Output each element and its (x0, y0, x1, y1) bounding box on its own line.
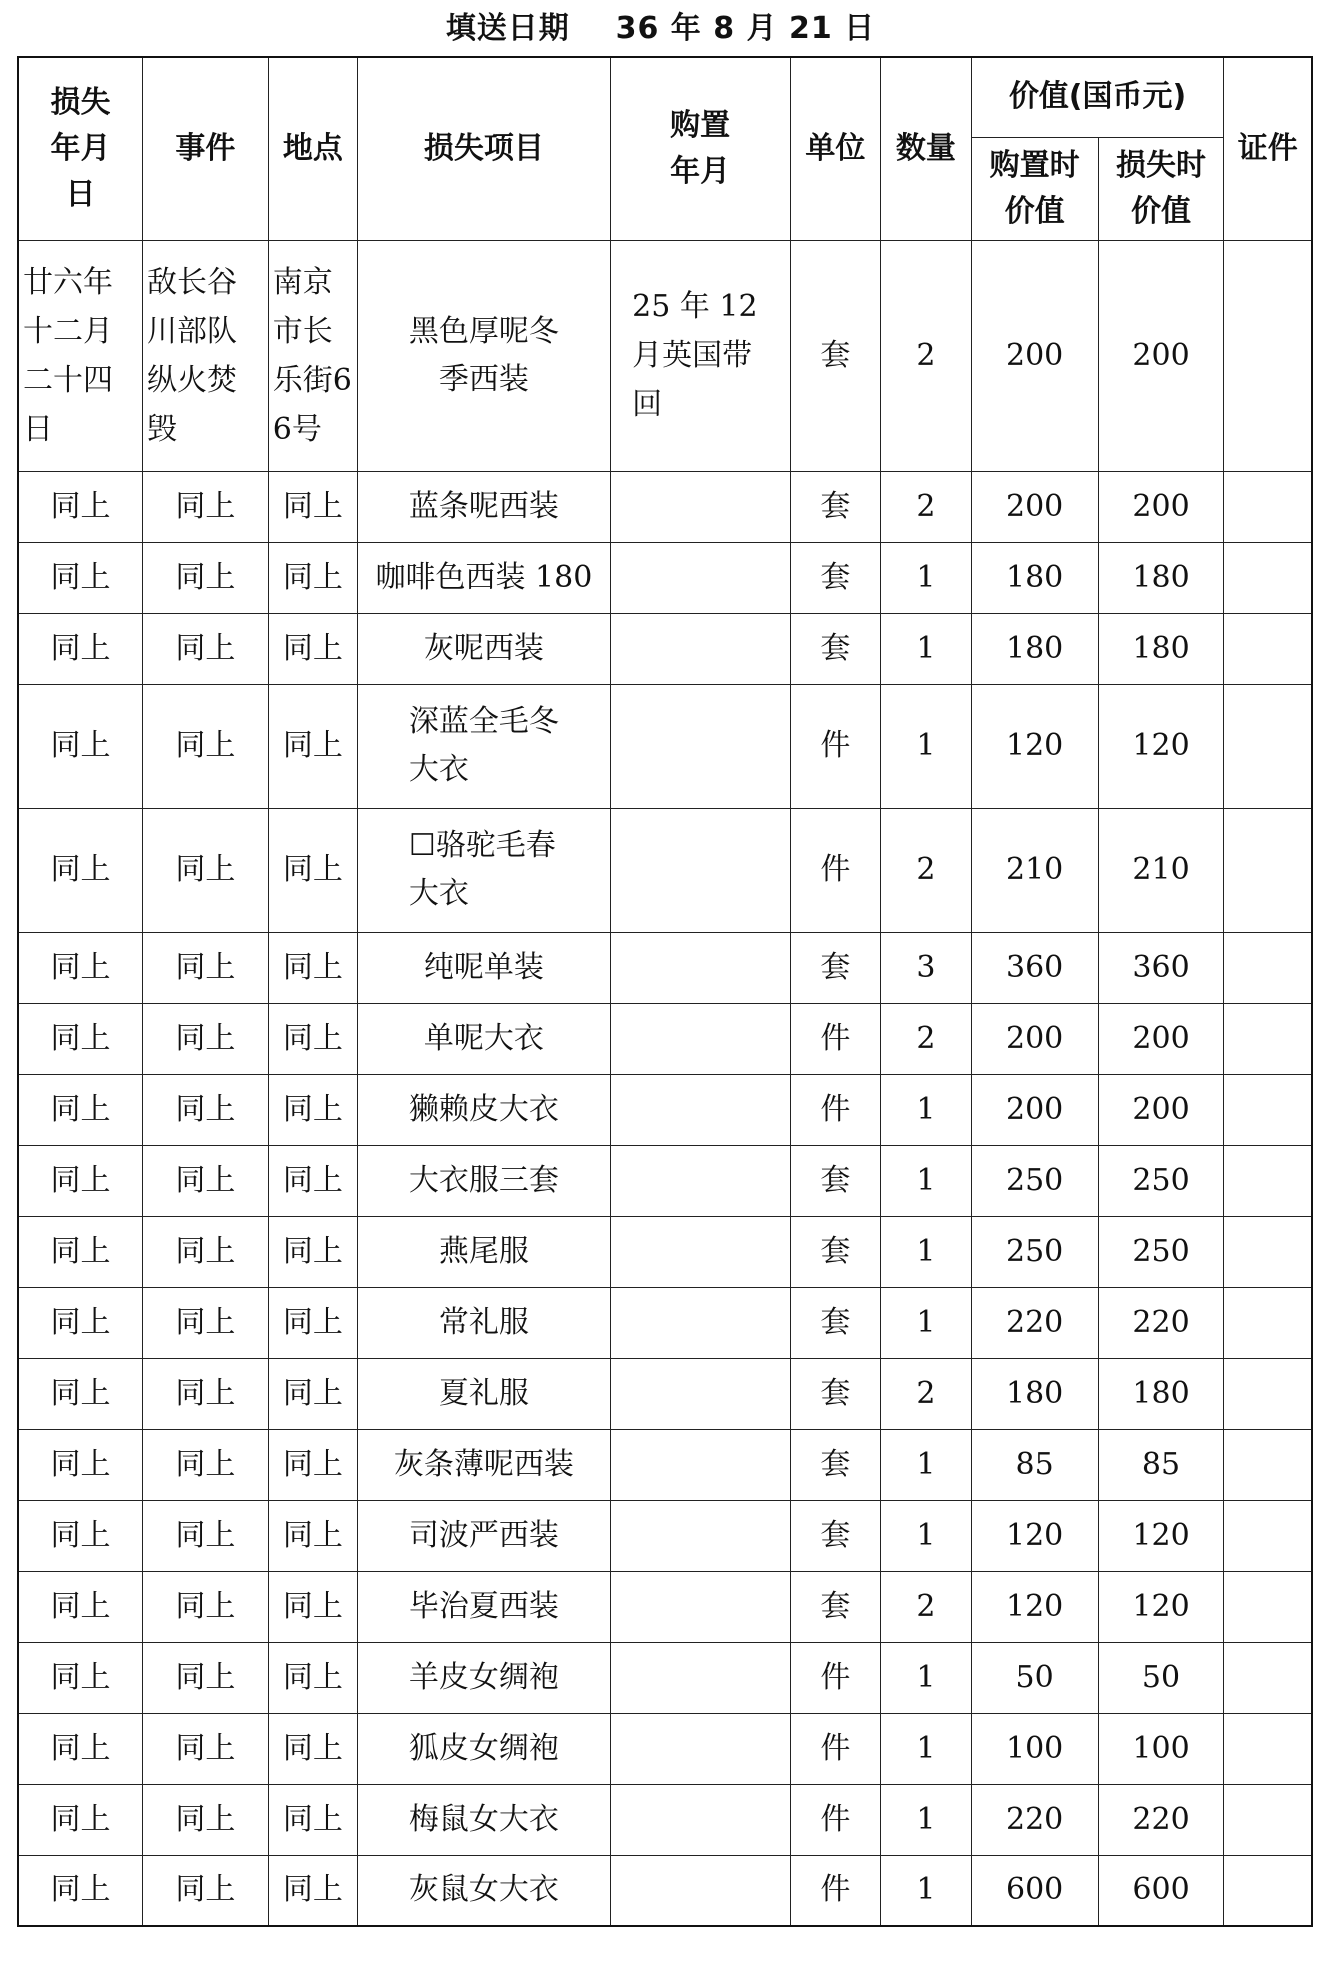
cell-place: 同上 (268, 932, 357, 1003)
table-row (18, 471, 1312, 542)
header-value-group: 价值(国币元) (971, 57, 1224, 137)
cell-value-purchase: 180 (971, 613, 1098, 684)
cell-event: 同上 (142, 808, 268, 932)
cell-item: 纯呢单装 (358, 932, 611, 1003)
cell-proof (1224, 1216, 1312, 1287)
cell-qty: 1 (881, 542, 972, 613)
cell-unit: 套 (790, 932, 881, 1003)
cell-value-loss: 120 (1098, 1500, 1224, 1571)
loss-table (17, 56, 1313, 1927)
cell-unit: 件 (790, 1713, 881, 1784)
cell-event: 同上 (142, 932, 268, 1003)
cell-loss-date: 同上 (18, 613, 142, 684)
header-proof: 证件 (1224, 57, 1312, 240)
cell-value-loss: 120 (1098, 1571, 1224, 1642)
cell-item: 黑色厚呢冬季西装 (358, 240, 611, 471)
cell-value-loss: 600 (1098, 1855, 1224, 1926)
cell-value-purchase: 220 (971, 1784, 1098, 1855)
cell-event: 同上 (142, 1145, 268, 1216)
cell-qty: 1 (881, 1074, 972, 1145)
cell-place: 同上 (268, 1358, 357, 1429)
cell-proof (1224, 1003, 1312, 1074)
cell-value-loss: 200 (1098, 471, 1224, 542)
cell-item: 狐皮女绸袍 (358, 1713, 611, 1784)
cell-qty: 2 (881, 471, 972, 542)
cell-value-loss: 360 (1098, 932, 1224, 1003)
cell-item: 大衣服三套 (358, 1145, 611, 1216)
cell-loss-date: 同上 (18, 1571, 142, 1642)
table-row (18, 1784, 1312, 1855)
cell-unit: 件 (790, 684, 881, 808)
cell-value-purchase: 220 (971, 1287, 1098, 1358)
cell-place: 同上 (268, 1216, 357, 1287)
cell-loss-date: 同上 (18, 1003, 142, 1074)
cell-place: 南京市长乐街66号 (268, 240, 357, 471)
cell-value-purchase: 100 (971, 1713, 1098, 1784)
cell-value-purchase: 200 (971, 471, 1098, 542)
cell-place: 同上 (268, 1145, 357, 1216)
cell-item: 夏礼服 (358, 1358, 611, 1429)
cell-value-loss: 180 (1098, 542, 1224, 613)
cell-loss-date: 同上 (18, 1216, 142, 1287)
cell-value-loss: 200 (1098, 1003, 1224, 1074)
cell-purchase-date (610, 1216, 790, 1287)
table-row (18, 1145, 1312, 1216)
cell-event: 同上 (142, 1571, 268, 1642)
cell-loss-date: 同上 (18, 1500, 142, 1571)
table-row (18, 1500, 1312, 1571)
cell-event: 同上 (142, 1287, 268, 1358)
cell-purchase-date (610, 932, 790, 1003)
cell-unit: 套 (790, 1358, 881, 1429)
cell-item: 常礼服 (358, 1287, 611, 1358)
cell-unit: 套 (790, 613, 881, 684)
cell-proof (1224, 1713, 1312, 1784)
cell-proof (1224, 808, 1312, 932)
cell-item: 灰鼠女大衣 (358, 1855, 611, 1926)
cell-qty: 3 (881, 932, 972, 1003)
cell-place: 同上 (268, 1713, 357, 1784)
table-row (18, 1287, 1312, 1358)
table-row (18, 1003, 1312, 1074)
cell-unit: 套 (790, 1216, 881, 1287)
cell-qty: 2 (881, 1003, 972, 1074)
cell-value-loss: 50 (1098, 1642, 1224, 1713)
cell-place: 同上 (268, 1642, 357, 1713)
header-place: 地点 (268, 57, 357, 240)
cell-value-loss: 200 (1098, 240, 1224, 471)
table-row (18, 1571, 1312, 1642)
cell-unit: 件 (790, 1784, 881, 1855)
cell-qty: 1 (881, 613, 972, 684)
cell-qty: 1 (881, 1713, 972, 1784)
cell-purchase-date (610, 684, 790, 808)
cell-value-purchase: 120 (971, 1500, 1098, 1571)
cell-purchase-date (610, 471, 790, 542)
cell-proof (1224, 1855, 1312, 1926)
table-row (18, 1358, 1312, 1429)
cell-proof (1224, 1287, 1312, 1358)
cell-purchase-date: 25 年 12 月英国带回 (610, 240, 790, 471)
cell-purchase-date (610, 1855, 790, 1926)
cell-qty: 1 (881, 1642, 972, 1713)
cell-item: 灰呢西装 (358, 613, 611, 684)
cell-item: 咖啡色西装 180 (358, 542, 611, 613)
cell-unit: 套 (790, 1571, 881, 1642)
cell-loss-date: 同上 (18, 1784, 142, 1855)
cell-proof (1224, 240, 1312, 471)
table-row (18, 1855, 1312, 1926)
fill-date-label: 填送日期 (445, 11, 570, 46)
cell-proof (1224, 684, 1312, 808)
cell-unit: 套 (790, 542, 881, 613)
cell-qty: 1 (881, 1216, 972, 1287)
cell-loss-date: 同上 (18, 542, 142, 613)
cell-place: 同上 (268, 1429, 357, 1500)
cell-value-loss: 250 (1098, 1216, 1224, 1287)
cell-purchase-date (610, 1713, 790, 1784)
cell-place: 同上 (268, 542, 357, 613)
cell-unit: 件 (790, 808, 881, 932)
cell-event: 同上 (142, 1855, 268, 1926)
cell-value-loss: 220 (1098, 1287, 1224, 1358)
cell-item: 深蓝全毛冬大衣 (358, 684, 611, 808)
cell-item: 单呢大衣 (358, 1003, 611, 1074)
fill-date (0, 6, 1321, 52)
cell-event: 同上 (142, 1713, 268, 1784)
cell-loss-date: 同上 (18, 1287, 142, 1358)
cell-place: 同上 (268, 1571, 357, 1642)
cell-purchase-date (610, 1145, 790, 1216)
cell-qty: 2 (881, 1358, 972, 1429)
cell-loss-date: 同上 (18, 1358, 142, 1429)
cell-item: 毕治夏西装 (358, 1571, 611, 1642)
cell-proof (1224, 1500, 1312, 1571)
table-row (18, 1074, 1312, 1145)
cell-value-purchase: 250 (971, 1216, 1098, 1287)
cell-proof (1224, 542, 1312, 613)
cell-unit: 件 (790, 1003, 881, 1074)
cell-item: 梅鼠女大衣 (358, 1784, 611, 1855)
cell-proof (1224, 1358, 1312, 1429)
cell-value-purchase: 360 (971, 932, 1098, 1003)
cell-unit: 套 (790, 240, 881, 471)
cell-value-purchase: 50 (971, 1642, 1098, 1713)
cell-qty: 2 (881, 808, 972, 932)
cell-value-purchase: 200 (971, 240, 1098, 471)
cell-event: 同上 (142, 1358, 268, 1429)
cell-event: 同上 (142, 1074, 268, 1145)
cell-place: 同上 (268, 471, 357, 542)
header-unit: 单位 (790, 57, 881, 240)
cell-loss-date: 同上 (18, 471, 142, 542)
cell-proof (1224, 932, 1312, 1003)
cell-place: 同上 (268, 1784, 357, 1855)
cell-place: 同上 (268, 613, 357, 684)
table-row (18, 613, 1312, 684)
cell-value-purchase: 85 (971, 1429, 1098, 1500)
cell-event: 同上 (142, 1216, 268, 1287)
cell-value-loss: 85 (1098, 1429, 1224, 1500)
cell-loss-date: 同上 (18, 932, 142, 1003)
table-row (18, 1713, 1312, 1784)
cell-purchase-date (610, 1642, 790, 1713)
cell-value-purchase: 600 (971, 1855, 1098, 1926)
cell-proof (1224, 1074, 1312, 1145)
table-row (18, 684, 1312, 808)
cell-purchase-date (610, 542, 790, 613)
cell-qty: 2 (881, 1571, 972, 1642)
cell-unit: 件 (790, 1855, 881, 1926)
cell-value-purchase: 200 (971, 1003, 1098, 1074)
cell-event: 敌长谷川部队纵火焚毁 (142, 240, 268, 471)
cell-unit: 套 (790, 1145, 881, 1216)
cell-place: 同上 (268, 1287, 357, 1358)
cell-qty: 1 (881, 1145, 972, 1216)
cell-proof (1224, 1145, 1312, 1216)
cell-loss-date: 同上 (18, 1642, 142, 1713)
cell-value-loss: 220 (1098, 1784, 1224, 1855)
cell-qty: 1 (881, 1500, 972, 1571)
cell-loss-date: 同上 (18, 1429, 142, 1500)
cell-unit: 套 (790, 1500, 881, 1571)
cell-loss-date: 同上 (18, 1855, 142, 1926)
cell-qty: 1 (881, 1429, 972, 1500)
cell-event: 同上 (142, 1642, 268, 1713)
cell-event: 同上 (142, 542, 268, 613)
cell-qty: 2 (881, 240, 972, 471)
cell-qty: 1 (881, 1287, 972, 1358)
cell-loss-date: 同上 (18, 1145, 142, 1216)
header-purchase-date: 购置年月 (610, 57, 790, 240)
cell-item: 司波严西装 (358, 1500, 611, 1571)
cell-proof (1224, 1642, 1312, 1713)
cell-place: 同上 (268, 1003, 357, 1074)
table-row (18, 542, 1312, 613)
cell-unit: 件 (790, 1074, 881, 1145)
cell-proof (1224, 1429, 1312, 1500)
table-row (18, 1429, 1312, 1500)
cell-purchase-date (610, 1003, 790, 1074)
cell-purchase-date (610, 1358, 790, 1429)
header-value-purchase: 购置时价值 (971, 137, 1098, 240)
table-row (18, 240, 1312, 471)
cell-loss-date: 同上 (18, 684, 142, 808)
cell-purchase-date (610, 1784, 790, 1855)
cell-qty: 1 (881, 684, 972, 808)
cell-unit: 套 (790, 1287, 881, 1358)
cell-event: 同上 (142, 1784, 268, 1855)
cell-value-purchase: 120 (971, 684, 1098, 808)
cell-proof (1224, 1571, 1312, 1642)
cell-unit: 件 (790, 1642, 881, 1713)
cell-purchase-date (610, 1074, 790, 1145)
cell-item: 蓝条呢西装 (358, 471, 611, 542)
cell-loss-date: 廿六年十二月二十四日 (18, 240, 142, 471)
table-row (18, 1642, 1312, 1713)
cell-item: 羊皮女绸袍 (358, 1642, 611, 1713)
cell-purchase-date (610, 1429, 790, 1500)
header-event: 事件 (142, 57, 268, 240)
cell-unit: 套 (790, 471, 881, 542)
cell-event: 同上 (142, 1429, 268, 1500)
cell-loss-date: 同上 (18, 808, 142, 932)
cell-proof (1224, 613, 1312, 684)
cell-value-purchase: 180 (971, 542, 1098, 613)
table-row (18, 932, 1312, 1003)
cell-value-purchase: 210 (971, 808, 1098, 932)
cell-purchase-date (610, 1500, 790, 1571)
cell-purchase-date (610, 613, 790, 684)
cell-loss-date: 同上 (18, 1074, 142, 1145)
cell-value-loss: 180 (1098, 613, 1224, 684)
cell-value-purchase: 250 (971, 1145, 1098, 1216)
cell-purchase-date (610, 1571, 790, 1642)
cell-value-loss: 210 (1098, 808, 1224, 932)
cell-value-loss: 120 (1098, 684, 1224, 808)
cell-item: 獭赖皮大衣 (358, 1074, 611, 1145)
cell-purchase-date (610, 1287, 790, 1358)
cell-event: 同上 (142, 1003, 268, 1074)
cell-value-loss: 200 (1098, 1074, 1224, 1145)
cell-place: 同上 (268, 684, 357, 808)
header-value-loss: 损失时价值 (1098, 137, 1224, 240)
cell-qty: 1 (881, 1784, 972, 1855)
table-row (18, 1216, 1312, 1287)
cell-loss-date: 同上 (18, 1713, 142, 1784)
cell-item: 燕尾服 (358, 1216, 611, 1287)
cell-event: 同上 (142, 613, 268, 684)
header-qty: 数量 (881, 57, 972, 240)
cell-event: 同上 (142, 684, 268, 808)
cell-value-loss: 180 (1098, 1358, 1224, 1429)
cell-event: 同上 (142, 471, 268, 542)
cell-value-purchase: 120 (971, 1571, 1098, 1642)
header-item: 损失项目 (358, 57, 611, 240)
cell-proof (1224, 471, 1312, 542)
cell-place: 同上 (268, 1074, 357, 1145)
cell-value-purchase: 200 (971, 1074, 1098, 1145)
cell-place: 同上 (268, 1855, 357, 1926)
cell-item: ☐骆驼毛春大衣 (358, 808, 611, 932)
cell-proof (1224, 1784, 1312, 1855)
cell-place: 同上 (268, 1500, 357, 1571)
cell-purchase-date (610, 808, 790, 932)
header-loss-date: 损失年月日 (18, 57, 142, 240)
cell-value-loss: 100 (1098, 1713, 1224, 1784)
cell-item: 灰条薄呢西装 (358, 1429, 611, 1500)
cell-value-loss: 250 (1098, 1145, 1224, 1216)
cell-value-purchase: 180 (971, 1358, 1098, 1429)
cell-place: 同上 (268, 808, 357, 932)
cell-unit: 套 (790, 1429, 881, 1500)
cell-qty: 1 (881, 1855, 972, 1926)
table-row (18, 808, 1312, 932)
cell-event: 同上 (142, 1500, 268, 1571)
fill-date-value: 36 年 8 月 21 日 (615, 11, 876, 46)
